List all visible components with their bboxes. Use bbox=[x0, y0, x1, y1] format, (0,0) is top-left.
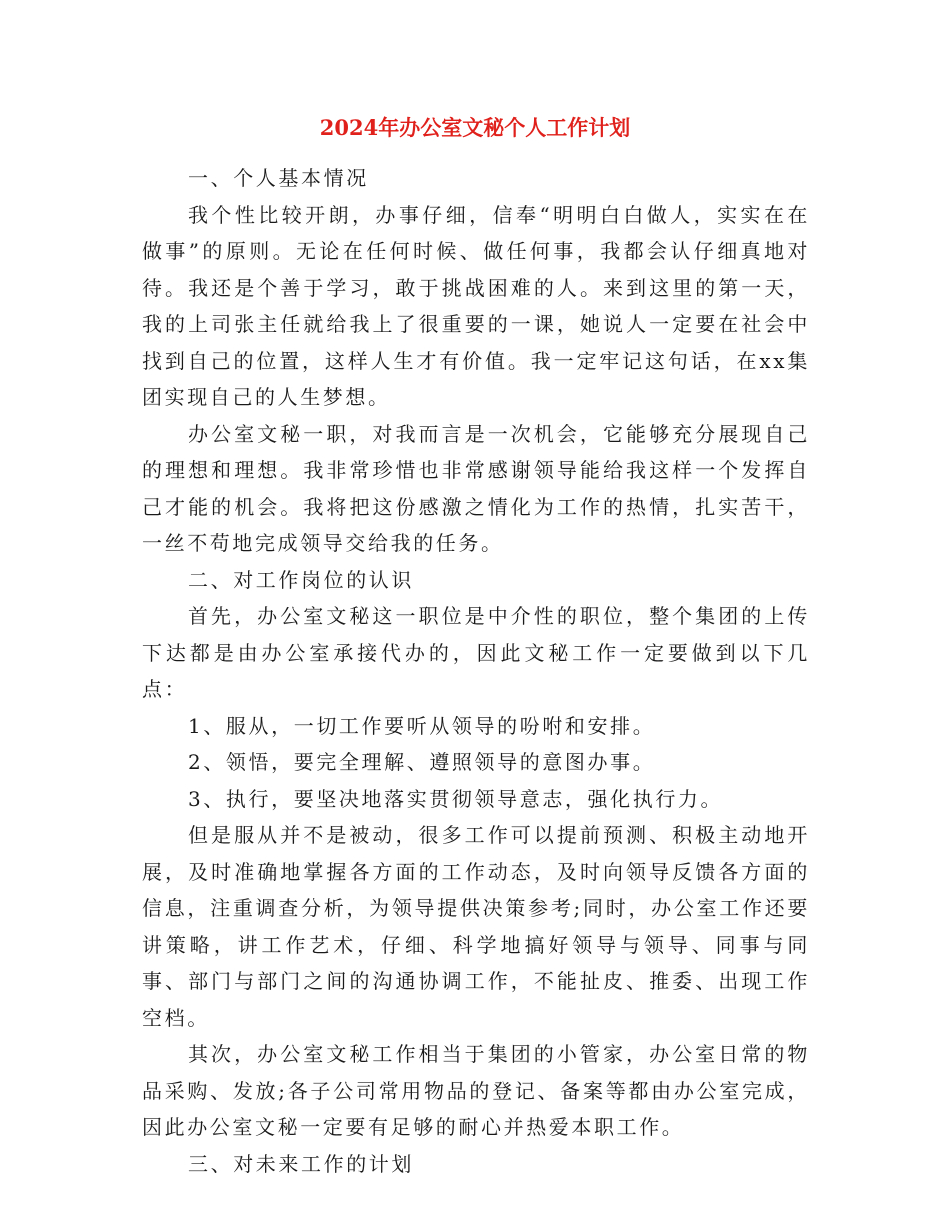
paragraph-firstly: 首先，办公室文秘这一职位是中介性的职位，整个集团的上传下达都是由办公室承接代办的，因此文秘工作一定要做到以下几点： bbox=[142, 604, 810, 701]
document-title: 2024年办公室文秘个人工作计划 bbox=[319, 115, 631, 140]
paragraph-secondly: 其次，办公室文秘工作相当于集团的小管家，办公室日常的物品采购、发放;各子公司常用物品的登记、备案等都由办公室完成，因此办公室文秘一定要有足够的耐心并热爱本职工作。 bbox=[142, 1042, 810, 1139]
paragraph-proactive: 但是服从并不是被动，很多工作可以提前预测、积极主动地开展，及时准确地掌握各方面的工作动态，及时向领导反馈各方面的信息，注重调查分析，为领导提供决策参考;同时，办公室工作还要讲策略，讲工作艺术，仔细、科学地搞好领导与领导、同事与同事、部门与部门之间的沟通协调工作，不能扯皮、推委、出现工作空档。 bbox=[142, 823, 810, 1030]
section-heading-job-understanding: 二、对工作岗位的认识 bbox=[188, 567, 414, 592]
paragraph-opportunity: 办公室文秘一职，对我而言是一次机会，它能够充分展现自己的理想和理想。我非常珍惜也非常感谢领导能给我这样一个发挥自己才能的机会。我将把这份感激之情化为工作的热情，扎实苦干，一丝不苟地完成领导交给我的任务。 bbox=[142, 421, 810, 555]
paragraph-personality: 我个性比较开朗，办事仔细，信奉“明明白白做人，实实在在做事”的原则。无论在任何时候、做任何事，我都会认仔细真地对待。我还是个善于学习，敢于挑战困难的人。来到这里的第一天，我的上司张主任就给我上了很重要的一课，她说人一定要在社会中找到自己的位置，这样人生才有价值。我一定牢记这句话，在xx集团实现自己的人生梦想。 bbox=[142, 202, 810, 409]
section-heading-future-plan: 三、对未来工作的计划 bbox=[188, 1151, 414, 1176]
list-item-obey: 1、服从，一切工作要听从领导的吩咐和安排。 bbox=[188, 713, 656, 738]
section-heading-personal-info: 一、个人基本情况 bbox=[188, 166, 369, 190]
document-body bbox=[142, 160, 810, 1182]
list-item-comprehend: 2、领悟，要完全理解、遵照领导的意图办事。 bbox=[188, 750, 656, 774]
list-item-execute: 3、执行，要坚决地落实贯彻领导意志，强化执行力。 bbox=[188, 786, 724, 811]
